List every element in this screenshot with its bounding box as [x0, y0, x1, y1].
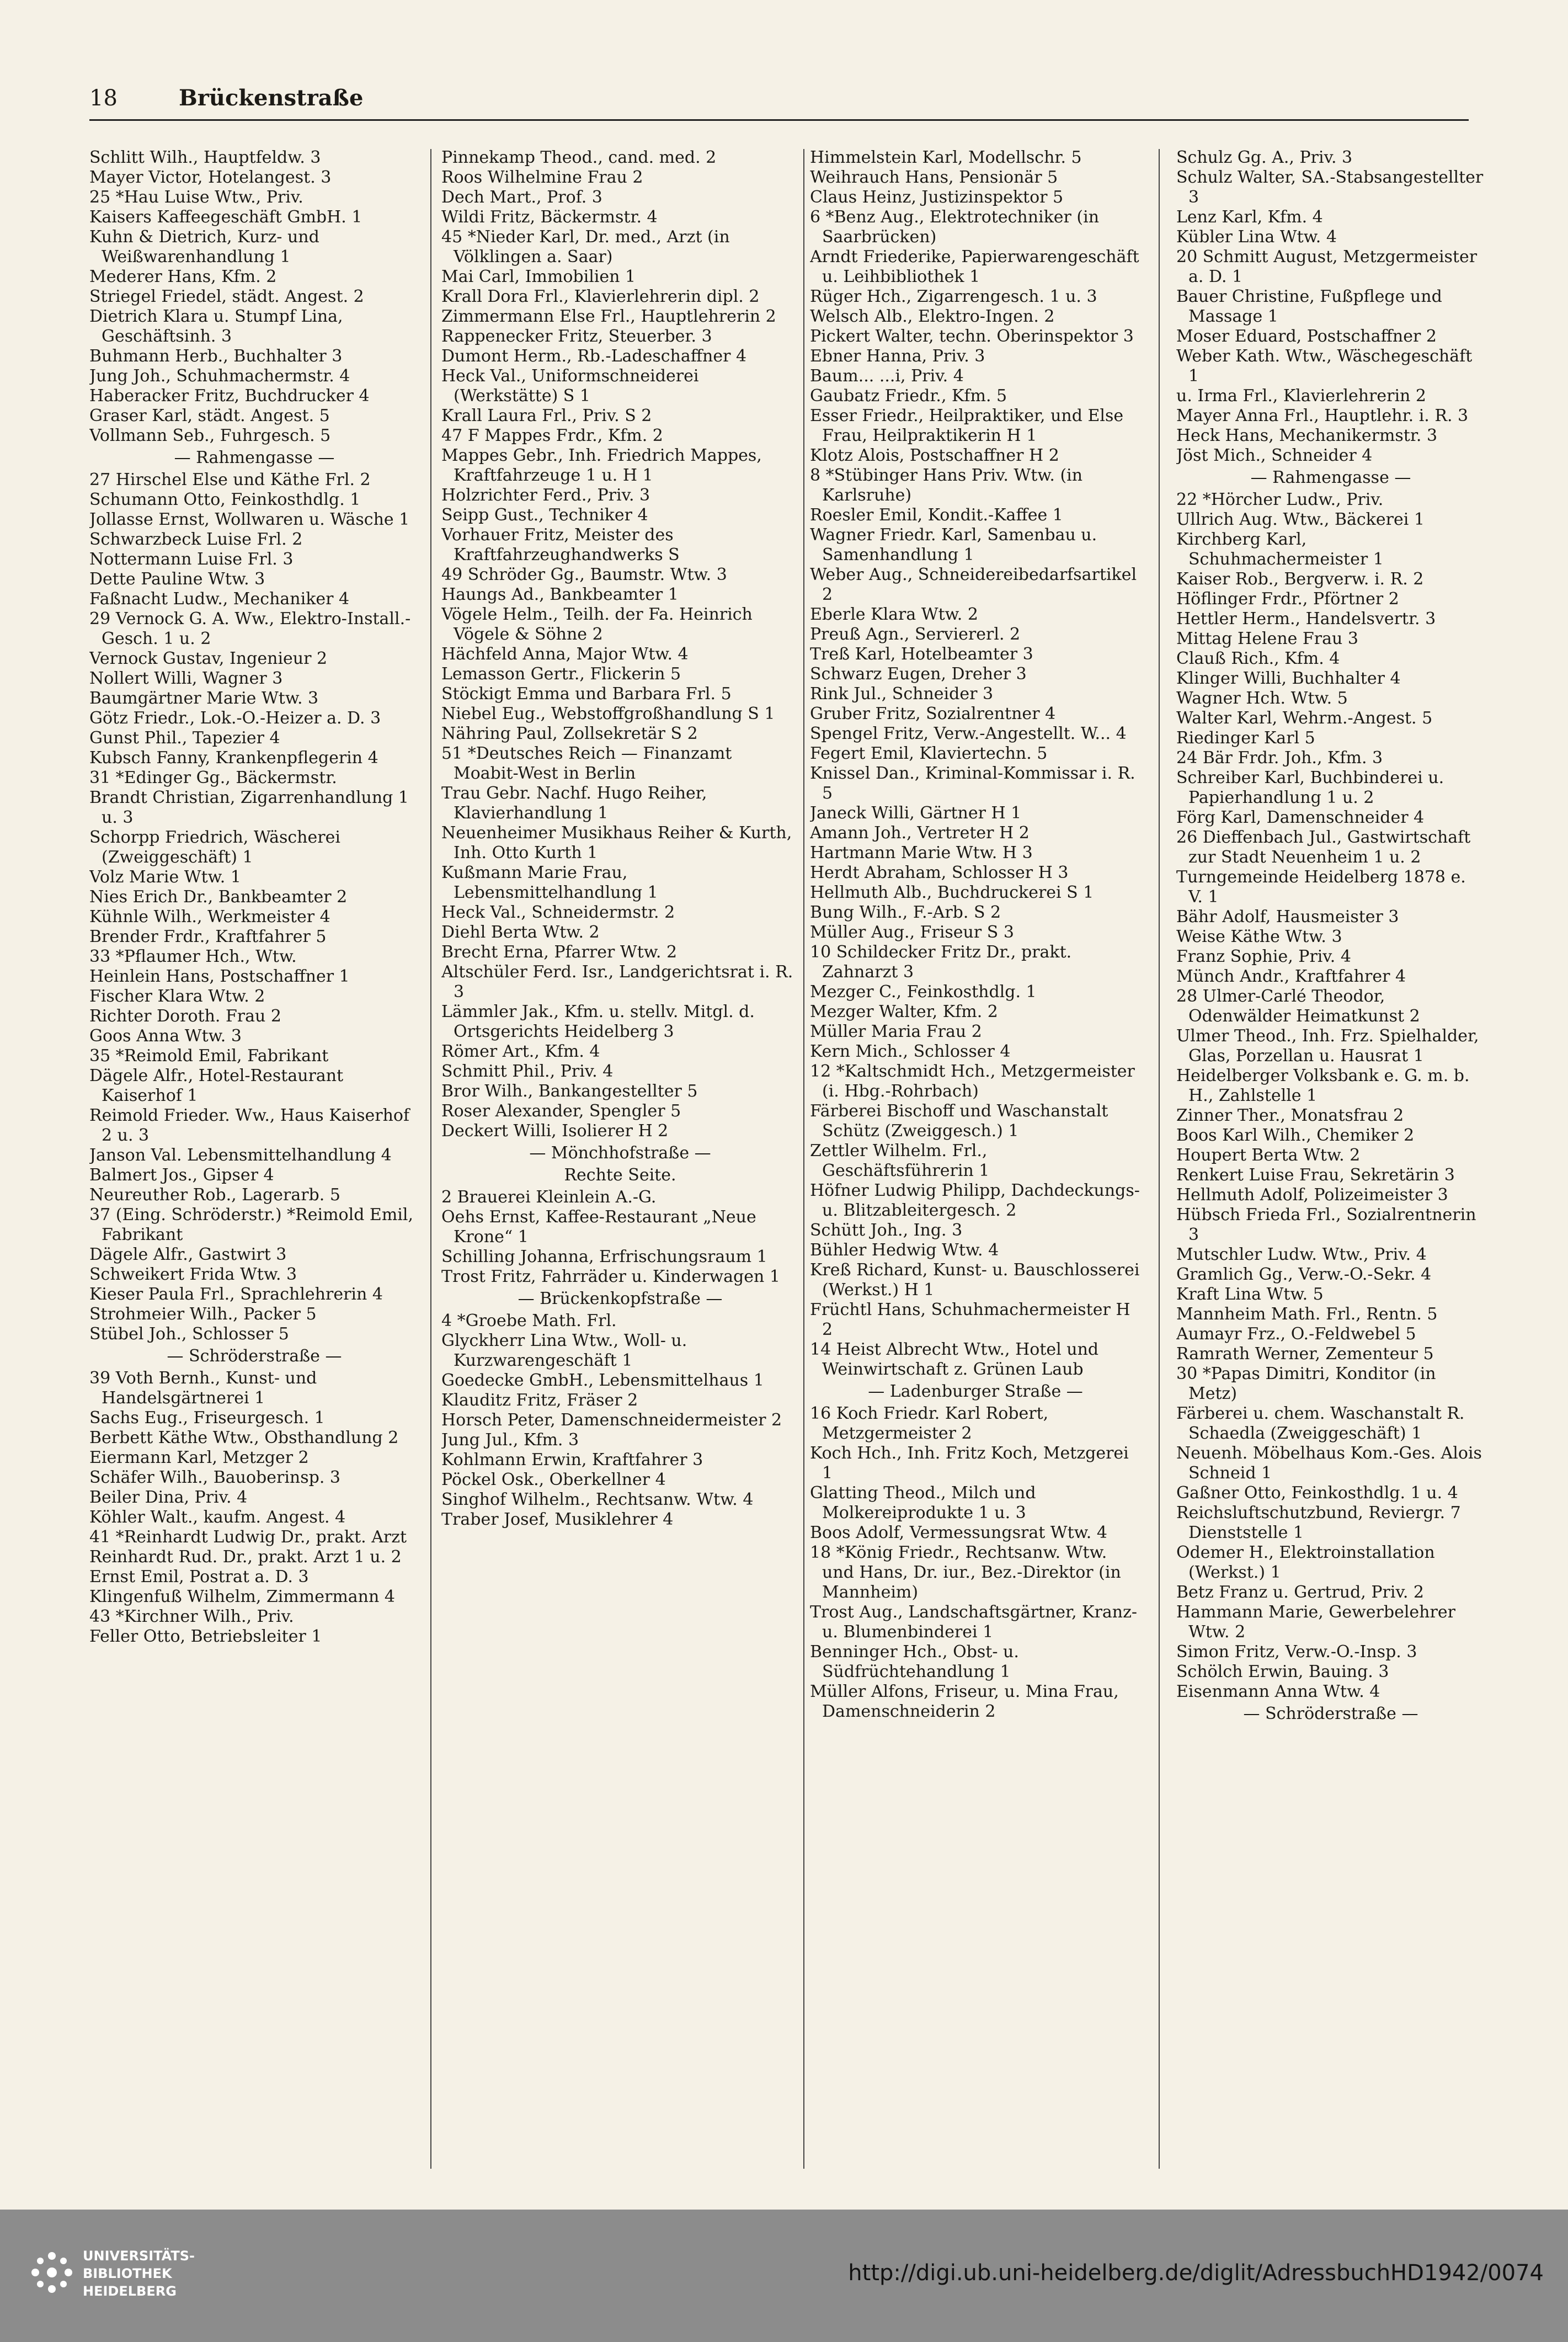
- directory-entry: Baum... ...i, Priv. 4: [810, 366, 964, 386]
- directory-entry: Lemasson Gertr., Flickerin 5: [441, 664, 681, 684]
- directory-entry: Eberle Klara Wtw. 2: [810, 605, 978, 624]
- library-name: [83, 2247, 195, 2300]
- directory-entry: Welsch Alb., Elektro-Ingen. 2: [810, 307, 1055, 326]
- directory-entry: Roos Wilhelmine Frau 2: [441, 168, 643, 187]
- directory-entry: Schölch Erwin, Bauing. 3: [1176, 1662, 1389, 1681]
- directory-entry: 2 Brauerei Kleinlein A.-G.: [441, 1188, 657, 1207]
- library-name-line: UNIVERSITÄTS-: [83, 2248, 195, 2264]
- directory-entry: Schulz Walter, SA.-Stabsangestellter 3: [1176, 168, 1484, 207]
- directory-entry: Franz Sophie, Priv. 4: [1176, 947, 1351, 966]
- directory-entry: 41 *Reinhardt Ludwig Dr., prakt. Arzt: [89, 1527, 407, 1547]
- directory-entry: Ulmer Theod., Inh. Frz. Spielhalder, Glas, Porzellan u. Hausrat 1: [1176, 1026, 1479, 1066]
- street-separator: Rechte Seite.: [564, 1165, 676, 1185]
- directory-entry: Römer Art., Kfm. 4: [441, 1042, 600, 1061]
- directory-entry: Weise Käthe Wtw. 3: [1176, 927, 1342, 946]
- directory-entry: Spengel Fritz, Verw.-Angestellt. W... 4: [810, 724, 1127, 743]
- directory-entry: Gaßner Otto, Feinkosthdlg. 1 u. 4: [1176, 1483, 1458, 1503]
- directory-entry: Preuß Agn., Serviererl. 2: [810, 625, 1021, 644]
- directory-entry: Hellmuth Adolf, Polizeimeister 3: [1176, 1185, 1448, 1205]
- directory-entry: Trost Fritz, Fahrräder u. Kinderwagen 1: [441, 1267, 780, 1286]
- directory-entry: Goos Anna Wtw. 3: [89, 1026, 242, 1046]
- directory-entry: Wagner Friedr. Karl, Samenbau u. Samenhandlung 1: [810, 525, 1097, 565]
- directory-entry: 49 Schröder Gg., Baumstr. Wtw. 3: [441, 565, 727, 584]
- directory-entry: Ernst Emil, Postrat a. D. 3: [89, 1567, 309, 1587]
- directory-entry: Mederer Hans, Kfm. 2: [89, 267, 277, 286]
- directory-entry: Ullrich Aug. Wtw., Bäckerei 1: [1176, 510, 1425, 529]
- directory-entry: 39 Voth Bernh., Kunst- und Handelsgärtnerei 1: [89, 1369, 317, 1408]
- column-divider: [430, 149, 431, 2169]
- directory-entry: Striegel Friedel, städt. Angest. 2: [89, 287, 364, 306]
- directory-entry: Gruber Fritz, Sozialrentner 4: [810, 704, 1056, 723]
- directory-entry: Rüger Hch., Zigarrengesch. 1 u. 3: [810, 287, 1097, 306]
- viewer-footer: [0, 2210, 1568, 2342]
- directory-entry: Beiler Dina, Priv. 4: [89, 1488, 248, 1507]
- directory-entry: Färberei Bischoff und Waschanstalt Schütz (Zweiggesch.) 1: [810, 1101, 1108, 1141]
- directory-entry: u. Irma Frl., Klavierlehrerin 2: [1176, 386, 1426, 406]
- directory-entry: Hächfeld Anna, Major Wtw. 4: [441, 645, 689, 664]
- directory-entry: Kreß Richard, Kunst- u. Bauschlosserei (Werkst.) H 1: [810, 1260, 1140, 1300]
- page-header: [89, 82, 1469, 115]
- directory-entry: 25 *Hau Luise Wtw., Priv.: [89, 188, 303, 207]
- directory-entry: Zettler Wilhelm. Frl., Geschäftsführerin 1: [810, 1141, 990, 1180]
- directory-entry: Niebel Eug., Webstoffgroßhandlung S 1: [441, 704, 775, 723]
- directory-entry: 24 Bär Frdr. Joh., Kfm. 3: [1176, 748, 1383, 768]
- directory-entry: Glyckherr Lina Wtw., Woll- u. Kurzwarengeschäft 1: [441, 1331, 687, 1370]
- directory-entry: Boos Karl Wilh., Chemiker 2: [1176, 1126, 1415, 1145]
- directory-entry: Treß Karl, Hotelbeamter 3: [810, 645, 1033, 664]
- directory-entry: Mezger Walter, Kfm. 2: [810, 1002, 998, 1021]
- directory-entry: Heidelberger Volksbank e. G. m. b. H., Zahlstelle 1: [1176, 1066, 1470, 1105]
- directory-entry: Feller Otto, Betriebsleiter 1: [89, 1627, 322, 1646]
- directory-entry: Walter Karl, Wehrm.-Angest. 5: [1176, 709, 1433, 728]
- directory-entry: Dette Pauline Wtw. 3: [89, 569, 265, 589]
- directory-entry: Neuenh. Möbelhaus Kom.-Ges. Alois Schneid 1: [1176, 1444, 1482, 1483]
- directory-entry: Vögele Helm., Teilh. der Fa. Heinrich Vögele & Söhne 2: [441, 605, 753, 644]
- directory-entry: Herdt Abraham, Schlosser H 3: [810, 863, 1069, 882]
- library-logo-icon: [28, 2248, 76, 2297]
- header-rule: [89, 119, 1469, 121]
- directory-entry: Mappes Gebr., Inh. Friedrich Mappes, Kraftfahrzeuge 1 u. H 1: [441, 446, 762, 485]
- directory-entry: Dech Mart., Prof. 3: [441, 188, 602, 207]
- directory-entry: Wildi Fritz, Bäckermstr. 4: [441, 207, 658, 227]
- directory-entry: Boos Adolf, Vermessungsrat Wtw. 4: [810, 1523, 1107, 1542]
- directory-entry: Altschüler Ferd. Isr., Landgerichtsrat i. R. 3: [441, 962, 793, 1002]
- directory-entry: Pickert Walter, techn. Oberinspektor 3: [810, 327, 1134, 346]
- directory-entry: Deckert Willi, Isolierer H 2: [441, 1121, 669, 1141]
- directory-entry: Richter Doroth. Frau 2: [89, 1007, 281, 1026]
- directory-entry: Hartmann Marie Wtw. H 3: [810, 843, 1033, 863]
- directory-entry: Oehs Ernst, Kaffee-Restaurant „Neue Krone“ 1: [441, 1207, 756, 1247]
- directory-entry: Clauß Rich., Kfm. 4: [1176, 649, 1340, 668]
- directory-entry: Vorhauer Fritz, Meister des Kraftfahrzeughandwerks S: [441, 525, 680, 565]
- directory-entry: Volz Marie Wtw. 1: [89, 867, 241, 887]
- directory-entry: Pinnekamp Theod., cand. med. 2: [441, 148, 717, 167]
- directory-entry: Münch Andr., Kraftfahrer 4: [1176, 967, 1406, 986]
- directory-entry: Dumont Herm., Rb.-Ladeschaffner 4: [441, 347, 747, 366]
- directory-entry: Gaubatz Friedr., Kfm. 5: [810, 386, 1007, 406]
- directory-entry: Turngemeinde Heidelberg 1878 e. V. 1: [1176, 867, 1466, 907]
- directory-entry: Müller Maria Frau 2: [810, 1022, 982, 1041]
- column-4: [1176, 148, 1485, 2173]
- directory-entry: Färberei u. chem. Waschanstalt R. Schaedla (Zweiggeschäft) 1: [1176, 1404, 1465, 1443]
- directory-entry: 27 Hirschel Else und Käthe Frl. 2: [89, 470, 371, 489]
- directory-entry: Esser Friedr., Heilpraktiker, und Else Frau, Heilpraktikerin H 1: [810, 406, 1124, 445]
- directory-entry: Gramlich Gg., Verw.-O.-Sekr. 4: [1176, 1265, 1432, 1284]
- directory-entry: 8 *Stübinger Hans Priv. Wtw. (in Karlsruhe): [810, 466, 1083, 505]
- directory-entry: Mezger C., Feinkosthdlg. 1: [810, 982, 1037, 1002]
- directory-entry: Schmitt Phil., Priv. 4: [441, 1062, 614, 1081]
- directory-entry: Götz Friedr., Lok.-O.-Heizer a. D. 3: [89, 709, 381, 728]
- directory-entry: Nollert Willi, Wagner 3: [89, 669, 283, 688]
- directory-entry: Strohmeier Wilh., Packer 5: [89, 1305, 317, 1324]
- directory-entry: Brender Frdr., Kraftfahrer 5: [89, 927, 327, 946]
- directory-entry: Schäfer Wilh., Bauoberinsp. 3: [89, 1468, 341, 1487]
- directory-entry: Vollmann Seb., Fuhrgesch. 5: [89, 426, 331, 445]
- directory-entry: Riedinger Karl 5: [1176, 728, 1315, 748]
- directory-entry: Haungs Ad., Bankbeamter 1: [441, 585, 679, 604]
- directory-entry: Moser Eduard, Postschaffner 2: [1176, 327, 1437, 346]
- directory-entry: Bauer Christine, Fußpflege und Massage 1: [1176, 287, 1442, 326]
- directory-entry: Nies Erich Dr., Bankbeamter 2: [89, 887, 348, 907]
- directory-entry: Schilling Johanna, Erfrischungsraum 1: [441, 1247, 767, 1266]
- directory-entry: Krall Dora Frl., Klavierlehrerin dipl. 2: [441, 287, 760, 306]
- directory-entry: Schlitt Wilh., Hauptfeldw. 3: [89, 148, 321, 167]
- directory-entry: 4 *Groebe Math. Frl.: [441, 1311, 617, 1330]
- directory-entry: 26 Dieffenbach Jul., Gastwirtschaft zur Stadt Neuenheim 1 u. 2: [1176, 828, 1471, 867]
- directory-entry: 18 *König Friedr., Rechtsanw. Wtw. und Hans, Dr. iur., Bez.-Direktor (in Mannheim): [810, 1543, 1121, 1602]
- directory-entry: Heck Val., Uniformschneiderei (Werkstätte) S 1: [441, 366, 699, 406]
- directory-entry: Bühler Hedwig Wtw. 4: [810, 1241, 999, 1260]
- directory-entry: Wagner Hch. Wtw. 5: [1176, 689, 1348, 708]
- directory-entry: Mai Carl, Immobilien 1: [441, 267, 636, 286]
- directory-entry: Gunst Phil., Tapezier 4: [89, 728, 280, 748]
- directory-entry: Köhler Walt., kaufm. Angest. 4: [89, 1508, 346, 1527]
- directory-entry: Lenz Karl, Kfm. 4: [1176, 207, 1323, 227]
- directory-entry: Mannheim Math. Frl., Rentn. 5: [1176, 1305, 1438, 1324]
- directory-entry: Höfner Ludwig Philipp, Dachdeckungs- u. Blitzableitergesch. 2: [810, 1181, 1140, 1220]
- directory-entry: Dietrich Klara u. Stumpf Lina, Geschäftsinh. 3: [89, 307, 343, 346]
- directory-entry: Sachs Eug., Friseurgesch. 1: [89, 1408, 325, 1428]
- directory-entry: Rink Jul., Schneider 3: [810, 684, 994, 704]
- directory-entry: Amann Joh., Vertreter H 2: [810, 823, 1030, 843]
- directory-entry: Hübsch Frieda Frl., Sozialrentnerin 3: [1176, 1205, 1476, 1244]
- directory-entry: Diehl Berta Wtw. 2: [441, 923, 600, 942]
- column-3: [810, 148, 1141, 2173]
- directory-entry: Hammann Marie, Gewerbelehrer Wtw. 2: [1176, 1603, 1455, 1642]
- directory-entry: Heinlein Hans, Postschaffner 1: [89, 967, 350, 986]
- directory-entry: Jung Joh., Schuhmachermstr. 4: [89, 366, 350, 386]
- directory-entry: Mayer Victor, Hotelangest. 3: [89, 168, 332, 187]
- directory-entry: Stübel Joh., Schlosser 5: [89, 1324, 289, 1344]
- directory-entry: Zimmermann Else Frl., Hauptlehrerin 2: [441, 307, 776, 326]
- directory-entry: Schwarz Eugen, Dreher 3: [810, 664, 1027, 684]
- directory-entry: Heck Hans, Mechanikermstr. 3: [1176, 426, 1438, 445]
- directory-entry: Kübler Lina Wtw. 4: [1176, 227, 1337, 247]
- directory-entry: 33 *Pflaumer Hch., Wtw.: [89, 947, 297, 966]
- directory-entry: 29 Vernock G. A. Ww., Elektro-Install.-Gesch. 1 u. 2: [89, 609, 411, 648]
- directory-entry: Klotz Alois, Postschaffner H 2: [810, 446, 1059, 465]
- directory-entry: Balmert Jos., Gipser 4: [89, 1165, 274, 1185]
- directory-entry: Betz Franz u. Gertrud, Priv. 2: [1176, 1583, 1425, 1602]
- directory-entry: Lämmler Jak., Kfm. u. stellv. Mitgl. d. Ortsgerichts Heidelberg 3: [441, 1002, 755, 1041]
- directory-entry: Kühnle Wilh., Werkmeister 4: [89, 907, 330, 927]
- directory-entry: Eiermann Karl, Metzger 2: [89, 1448, 309, 1467]
- directory-entry: Singhof Wilhelm., Rechtsanw. Wtw. 4: [441, 1490, 754, 1509]
- library-name-line: HEIDELBERG: [83, 2284, 177, 2299]
- directory-entry: Jöst Mich., Schneider 4: [1176, 446, 1373, 465]
- directory-entry: Dägele Alfr., Hotel-Restaurant Kaiserhof 1: [89, 1066, 344, 1105]
- directory-entry: Bung Wilh., F.-Arb. S 2: [810, 903, 1001, 922]
- directory-entry: Traber Josef, Musiklehrer 4: [441, 1510, 674, 1529]
- directory-entry: Trost Aug., Landschaftsgärtner, Kranz- u. Blumenbinderei 1: [810, 1603, 1138, 1642]
- directory-entry: Claus Heinz, Justizinspektor 5: [810, 188, 1064, 207]
- directory-entry: Rappenecker Fritz, Steuerber. 3: [441, 327, 712, 346]
- directory-entry: Neureuther Rob., Lagerarb. 5: [89, 1185, 340, 1205]
- directory-entry: Früchtl Hans, Schuhmachermeister H 2: [810, 1300, 1130, 1339]
- directory-entry: Klingenfuß Wilhelm, Zimmermann 4: [89, 1587, 395, 1606]
- directory-entry: Brecht Erna, Pfarrer Wtw. 2: [441, 943, 678, 962]
- directory-entry: Fegert Emil, Klaviertechn. 5: [810, 744, 1048, 763]
- directory-entry: Klinger Willi, Buchhalter 4: [1176, 669, 1401, 688]
- directory-entry: Kaisers Kaffeegeschäft GmbH. 1: [89, 207, 362, 227]
- directory-entry: Schreiber Karl, Buchbinderei u. Papierhandlung 1 u. 2: [1176, 768, 1444, 807]
- directory-entry: 20 Schmitt August, Metzgermeister a. D. 1: [1176, 247, 1478, 286]
- street-separator: — Rahmengasse —: [1250, 468, 1411, 487]
- directory-entry: Koch Hch., Inh. Fritz Koch, Metzgerei 1: [810, 1444, 1129, 1483]
- directory-entry: Fischer Klara Wtw. 2: [89, 987, 265, 1006]
- directory-entry: Reimold Frieder. Ww., Haus Kaiserhof 2 u. 3: [89, 1106, 410, 1145]
- directory-entry: Stöckigt Emma und Barbara Frl. 5: [441, 684, 732, 704]
- directory-entry: 28 Ulmer-Carlé Theodor, Odenwälder Heimatkunst 2: [1176, 987, 1420, 1026]
- directory-entry: Knissel Dan., Kriminal-Kommissar i. R. 5: [810, 764, 1135, 803]
- directory-entry: Schulz Gg. A., Priv. 3: [1176, 148, 1353, 167]
- directory-entry: 45 *Nieder Karl, Dr. med., Arzt (in Völklingen a. Saar): [441, 227, 730, 267]
- directory-entry: Kern Mich., Schlosser 4: [810, 1042, 1011, 1061]
- street-title: Brückenstraße: [179, 85, 364, 111]
- directory-entry: Mittag Helene Frau 3: [1176, 629, 1358, 648]
- directory-entry: Kußmann Marie Frau, Lebensmittelhandlung 1: [441, 863, 658, 902]
- directory-entry: Weihrauch Hans, Pensionär 5: [810, 168, 1058, 187]
- directory-entry: Reinhardt Rud. Dr., prakt. Arzt 1 u. 2: [89, 1547, 402, 1567]
- directory-entry: Simon Fritz, Verw.-O.-Insp. 3: [1176, 1642, 1417, 1662]
- directory-entry: Jollasse Ernst, Wollwaren u. Wäsche 1: [89, 510, 410, 529]
- directory-entry: Mutschler Ludw. Wtw., Priv. 4: [1176, 1245, 1427, 1264]
- directory-entry: Reichsluftschutzbund, Reviergr. 7 Dienststelle 1: [1176, 1503, 1461, 1542]
- directory-entry: Ramrath Werner, Zementeur 5: [1176, 1344, 1434, 1364]
- directory-entry: Seipp Gust., Techniker 4: [441, 505, 648, 525]
- street-separator: — Mönchhofstraße —: [529, 1143, 711, 1163]
- directory-entry: Horsch Peter, Damenschneidermeister 2: [441, 1410, 782, 1430]
- directory-entry: Benninger Hch., Obst- u. Südfrüchtehandlung 1: [810, 1642, 1019, 1681]
- directory-entry: Neuenheimer Musikhaus Reiher & Kurth, Inh. Otto Kurth 1: [441, 823, 792, 863]
- directory-entry: Berbett Käthe Wtw., Obsthandlung 2: [89, 1428, 399, 1447]
- directory-entry: Aumayr Frz., O.-Feldwebel 5: [1176, 1324, 1416, 1344]
- directory-entry: Roser Alexander, Spengler 5: [441, 1101, 681, 1121]
- street-separator: — Rahmengasse —: [174, 448, 335, 467]
- directory-entry: Müller Aug., Friseur S 3: [810, 923, 1014, 942]
- directory-entry: 12 *Kaltschmidt Hch., Metzgermeister (i. Hbg.-Rohrbach): [810, 1062, 1135, 1101]
- directory-entry: Buhmann Herb., Buchhalter 3: [89, 347, 343, 366]
- directory-entry: Renkert Luise Frau, Sekretärin 3: [1176, 1165, 1455, 1185]
- directory-entry: 14 Heist Albrecht Wtw., Hotel und Weinwirtschaft z. Grünen Laub: [810, 1340, 1099, 1379]
- directory-entry: Förg Karl, Damenschneider 4: [1176, 808, 1425, 827]
- directory-entry: Schweikert Frida Wtw. 3: [89, 1265, 297, 1284]
- directory-entry: Glatting Theod., Milch und Molkereiprodukte 1 u. 3: [810, 1483, 1036, 1523]
- directory-entry: Nähring Paul, Zollsekretär S 2: [441, 724, 698, 743]
- directory-entry: 47 F Mappes Frdr., Kfm. 2: [441, 426, 663, 445]
- street-separator: — Ladenburger Straße —: [868, 1382, 1083, 1401]
- directory-entry: 6 *Benz Aug., Elektrotechniker (in Saarbrücken): [810, 207, 1100, 247]
- directory-entry: Krall Laura Frl., Priv. S 2: [441, 406, 652, 425]
- directory-entry: Janeck Willi, Gärtner H 1: [810, 803, 1022, 823]
- column-1: [89, 148, 419, 2173]
- directory-entry: Himmelstein Karl, Modellschr. 5: [810, 148, 1082, 167]
- directory-entry: 10 Schildecker Fritz Dr., prakt. Zahnarzt 3: [810, 943, 1072, 982]
- directory-entry: Schumann Otto, Feinkosthdlg. 1: [89, 490, 361, 509]
- directory-entry: 51 *Deutsches Reich — Finanzamt Moabit-West in Berlin: [441, 744, 732, 783]
- directory-entry: Hettler Herm., Handelsvertr. 3: [1176, 609, 1436, 629]
- directory-entry: Kraft Lina Wtw. 5: [1176, 1285, 1324, 1304]
- directory-entry: Trau Gebr. Nachf. Hugo Reiher, Klavierhandlung 1: [441, 784, 707, 823]
- directory-entry: Kieser Paula Frl., Sprachlehrerin 4: [89, 1285, 383, 1304]
- directory-entry: Arndt Friederike, Papierwarengeschäft u. Leihbibliothek 1: [810, 247, 1139, 286]
- directory-entry: Houpert Berta Wtw. 2: [1176, 1146, 1361, 1165]
- directory-entry: Kuhn & Dietrich, Kurz- und Weißwarenhandlung 1: [89, 227, 319, 267]
- directory-entry: Vernock Gustav, Ingenieur 2: [89, 649, 328, 668]
- directory-entry: Jung Jul., Kfm. 3: [441, 1430, 579, 1450]
- directory-entry: Mayer Anna Frl., Hauptlehr. i. R. 3: [1176, 406, 1469, 425]
- directory-entry: Goedecke GmbH., Lebensmittelhaus 1: [441, 1371, 764, 1390]
- directory-entry: Graser Karl, städt. Angest. 5: [89, 406, 330, 425]
- directory-entry: Brandt Christian, Zigarrenhandlung 1 u. 3: [89, 788, 409, 827]
- directory-entry: Nottermann Luise Frl. 3: [89, 550, 294, 569]
- directory-entry: Haberacker Fritz, Buchdrucker 4: [89, 386, 370, 406]
- directory-entry: 31 *Edinger Gg., Bäckermstr.: [89, 768, 337, 787]
- directory-entry: 43 *Kirchner Wilh., Priv.: [89, 1607, 294, 1626]
- directory-entry: 22 *Hörcher Ludw., Priv.: [1176, 490, 1384, 509]
- column-divider: [1159, 149, 1160, 2169]
- directory-entry: Schwarzbeck Luise Frl. 2: [89, 530, 303, 549]
- street-separator: — Schröderstraße —: [1243, 1704, 1418, 1723]
- directory-entry: Bähr Adolf, Hausmeister 3: [1176, 907, 1399, 927]
- directory-entry: Kirchberg Karl, Schuhmachermeister 1: [1176, 530, 1384, 569]
- directory-entry: 16 Koch Friedr. Karl Robert, Metzgermeister 2: [810, 1404, 1049, 1443]
- directory-entry: Müller Alfons, Friseur, u. Mina Frau, Damenschneiderin 2: [810, 1682, 1119, 1721]
- directory-entry: Faßnacht Ludw., Mechaniker 4: [89, 589, 350, 609]
- library-name-line: BIBLIOTHEK: [83, 2266, 172, 2281]
- column-2: [441, 148, 799, 2173]
- directory-entry: Holzrichter Ferd., Priv. 3: [441, 486, 650, 505]
- directory-entry: Pöckel Osk., Oberkellner 4: [441, 1470, 666, 1489]
- directory-entry: Weber Kath. Wtw., Wäschegeschäft 1: [1176, 347, 1473, 386]
- page-number: 18: [89, 86, 118, 111]
- directory-entry: Schorpp Friedrich, Wäscherei (Zweiggeschäft) 1: [89, 828, 340, 867]
- directory-entry: Klauditz Fritz, Fräser 2: [441, 1391, 638, 1410]
- directory-entry: Zinner Ther., Monatsfrau 2: [1176, 1106, 1404, 1125]
- directory-entry: Roesler Emil, Kondit.-Kaffee 1: [810, 505, 1063, 525]
- directory-entry: Schütt Joh., Ing. 3: [810, 1221, 963, 1240]
- directory-entry: 35 *Reimold Emil, Fabrikant: [89, 1046, 329, 1066]
- directory-entry: Hellmuth Alb., Buchdruckerei S 1: [810, 883, 1094, 902]
- directory-entry: 30 *Papas Dimitri, Konditor (in Metz): [1176, 1364, 1436, 1403]
- directory-entry: Weber Aug., Schneidereibedarfsartikel 2: [810, 565, 1137, 604]
- directory-entry: Eisenmann Anna Wtw. 4: [1176, 1682, 1380, 1701]
- directory-entry: Dägele Alfr., Gastwirt 3: [89, 1245, 287, 1264]
- street-separator: — Brückenkopfstraße —: [518, 1289, 723, 1308]
- directory-entry: Ebner Hanna, Priv. 3: [810, 347, 985, 366]
- directory-entry: Bror Wilh., Bankangestellter 5: [441, 1082, 698, 1101]
- column-divider: [803, 149, 804, 2169]
- street-separator: — Schröderstraße —: [167, 1346, 342, 1366]
- directory-entry: Kaiser Rob., Bergverw. i. R. 2: [1176, 569, 1424, 589]
- directory-entry: Odemer H., Elektroinstallation (Werkst.) 1: [1176, 1543, 1435, 1582]
- directory-entry: Janson Val. Lebensmittelhandlung 4: [89, 1146, 392, 1165]
- permalink-url[interactable]: http://digi.ub.uni-heidelberg.de/diglit/AdressbuchHD1942/0074: [848, 2260, 1544, 2286]
- directory-entry: Höflinger Frdr., Pförtner 2: [1176, 589, 1399, 609]
- directory-entry: Kohlmann Erwin, Kraftfahrer 3: [441, 1450, 703, 1470]
- directory-entry: Baumgärtner Marie Wtw. 3: [89, 689, 319, 708]
- directory-entry: Heck Val., Schneidermstr. 2: [441, 903, 675, 922]
- directory-entry: 37 (Eing. Schröderstr.) *Reimold Emil, Fabrikant: [89, 1205, 414, 1244]
- directory-entry: Kubsch Fanny, Krankenpflegerin 4: [89, 748, 378, 768]
